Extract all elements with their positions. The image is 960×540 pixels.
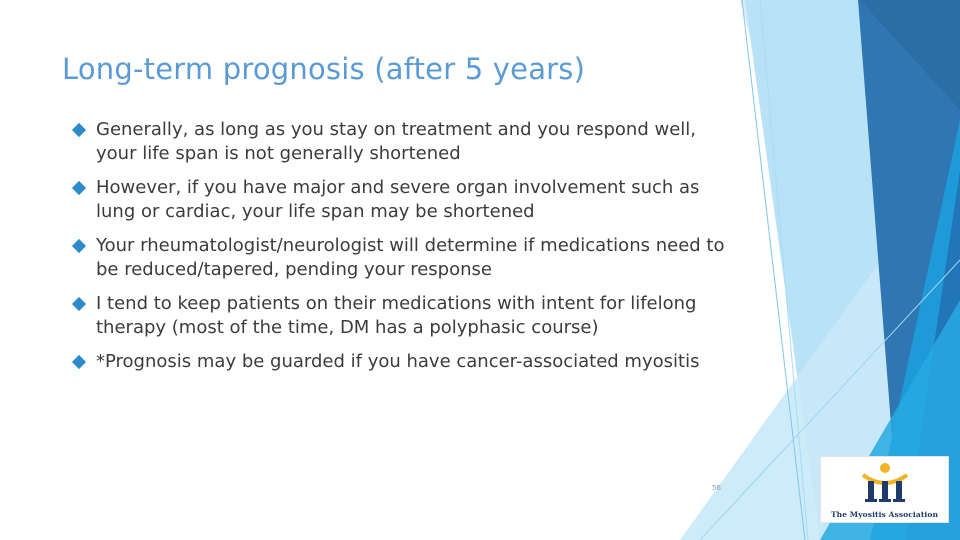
bullet-text: I tend to keep patients on their medications with intent for lifelong therapy (most of the time, DM has a polyphasic course) bbox=[96, 293, 697, 338]
bullet-list bbox=[74, 118, 734, 384]
bullet-item bbox=[74, 118, 734, 166]
diamond-bullet-icon bbox=[72, 181, 86, 195]
bullet-item bbox=[74, 234, 734, 282]
logo-text: The Myositis Association bbox=[830, 510, 938, 519]
myositis-association-logo bbox=[820, 456, 949, 523]
diamond-bullet-icon bbox=[72, 355, 86, 369]
bullet-text: Generally, as long as you stay on treatment and you respond well, your life span is not generally shortened bbox=[96, 119, 697, 164]
diamond-bullet-icon bbox=[72, 297, 86, 311]
bullet-text: However, if you have major and severe organ involvement such as lung or cardiac, your life span may be shortened bbox=[96, 177, 700, 222]
bullet-text: *Prognosis may be guarded if you have cancer-associated myositis bbox=[96, 351, 700, 372]
page-number: 56 bbox=[712, 484, 721, 492]
bullet-item bbox=[74, 292, 734, 340]
bullet-item bbox=[74, 350, 734, 374]
bullet-text: Your rheumatologist/neurologist will determine if medications need to be reduced/tapered, pending your response bbox=[96, 235, 725, 280]
diamond-bullet-icon bbox=[72, 239, 86, 253]
slide-title: Long-term prognosis (after 5 years) bbox=[62, 52, 586, 86]
logo-figure-icon bbox=[859, 461, 911, 507]
diamond-bullet-icon bbox=[72, 123, 86, 137]
bullet-item bbox=[74, 176, 734, 224]
